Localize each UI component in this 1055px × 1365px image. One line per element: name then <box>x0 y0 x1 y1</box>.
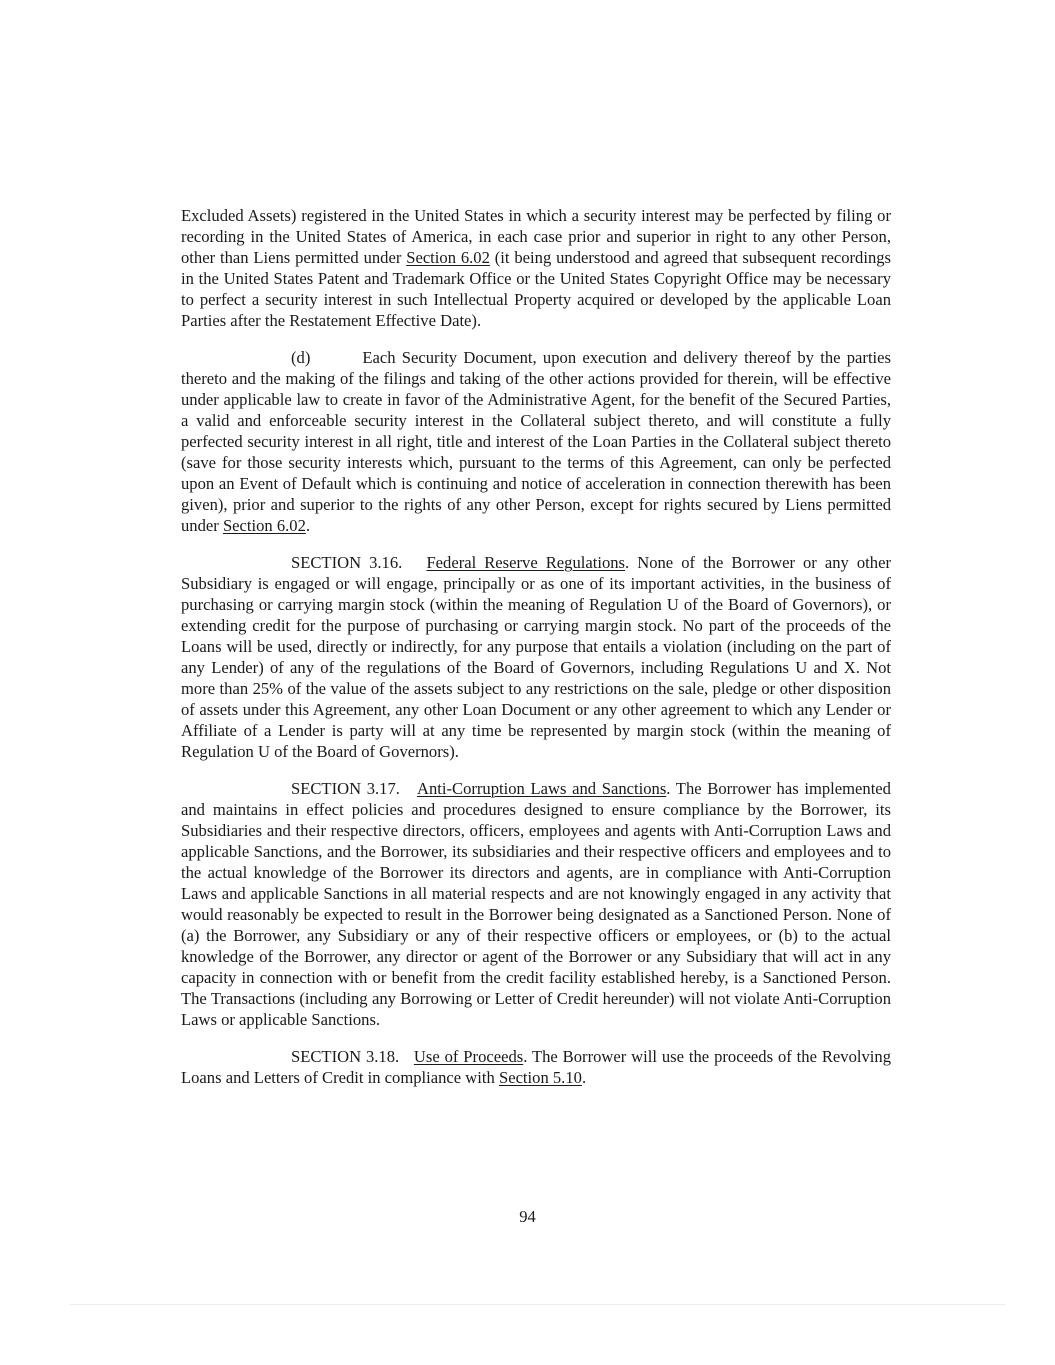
section-3-17-anti-corruption <box>181 778 891 1030</box>
paragraph-text: Excluded Assets) registered in the United States in which a security interest may be perfected by filing or recording in the United States of America, in each case prior and superior in right to any other Person, other than Liens permitted under <box>181 206 891 267</box>
paragraph-collateral-perfection <box>181 205 891 331</box>
section-3-18-use-of-proceeds <box>181 1046 891 1088</box>
section-number: SECTION 3.17. <box>291 779 400 798</box>
section-number: SECTION 3.18. <box>291 1047 400 1066</box>
page-number: 94 <box>519 1207 536 1226</box>
paragraph-text: . <box>581 1068 587 1087</box>
paragraph-text: . <box>305 516 311 535</box>
paragraph-text: . The Borrower will use the proceeds of the Revolving Loans and Letters of Credit in compliance with <box>181 1047 891 1087</box>
paragraph-text: (it being understood and agreed that subsequent recordings in the United States Patent and Trademark Office or the United States Copyright Office may be necessary to perfect a security interest in such Intellectual Property acquired or developed by the applicable Loan Parties after the Restatement Effective Date). <box>181 248 891 330</box>
paragraph-text: Each Security Document, upon execution and delivery thereof by the parties thereto and the making of the filings and taking of the other actions provided for therein, will be effective under applicable law to create in favor of the Administrative Agent, for the benefit of the Secured Parties, a valid and enforceable security interest in the Collateral subject thereto, and will constitute a fully perfected security interest in all right, title and interest of the Loan Parties in the Collateral subject thereto (save for those security interests which, pursuant to the terms of this Agreement, can only be perfected upon an Event of Default which is continuing and notice of acceleration in connection therewith has been given), prior and superior to the rights of any other Person, except for rights secured by Liens permitted under <box>181 348 891 535</box>
section-number: SECTION 3.16. <box>291 553 403 572</box>
section-reference-link: Section 5.10 <box>498 1068 582 1087</box>
section-reference-link: Section 6.02 <box>406 248 490 267</box>
paragraph-text: . None of the Borrower or any other Subsidiary is engaged or will engage, principally or as one of its important activities, in the business of purchasing or carrying margin stock (within the meaning of Regulation U of the Board of Governors), or extending credit for the purpose of purchasing or carrying margin stock. No part of the proceeds of the Loans will be used, directly or indirectly, for any purpose that entails a violation (including on the part of any Lender) of any of the regulations of the Board of Governors, including Regulations U and X. Not more than 25% of the value of the assets subject to any restrictions on the sale, pledge or other disposition of assets under this Agreement, any other Loan Document or any other agreement to which any Lender or Affiliate of a Lender is party will at any time be represented by margin stock (within the meaning of Regulation U of the Board of Governors). <box>181 553 891 761</box>
paragraph-security-document <box>181 347 891 536</box>
paragraph-text: . The Borrower has implemented and maintains in effect policies and procedures designed to ensure compliance by the Borrower, its Subsidiaries and their respective directors, officers, employees and agents with Anti-Corruption Laws and applicable Sanctions, and the Borrower, its subsidiaries and their respective officers and employees and to the actual knowledge of the Borrower its directors and agents, are in compliance with Anti-Corruption Laws and applicable Sanctions in all material respects and are not knowingly engaged in any activity that would reasonably be expected to result in the Borrower being designated as a Sanctioned Person. None of (a) the Borrower, any Subsidiary or any of their respective officers or employees, or (b) to the actual knowledge of the Borrower, any director or agent of the Borrower or any Subsidiary that will act in any capacity in connection with or benefit from the credit facility established hereby, is a Sanctioned Person. The Transactions (including any Borrowing or Letter of Credit hereunder) will not violate Anti-Corruption Laws or applicable Sanctions. <box>181 779 891 1029</box>
page-bottom-divider <box>70 1304 1005 1305</box>
section-3-16-federal-reserve <box>181 552 891 762</box>
section-reference-link: Section 6.02 <box>222 516 306 535</box>
section-heading: Anti-Corruption Laws and Sanctions <box>416 779 667 798</box>
document-body <box>181 205 891 1104</box>
section-heading: Use of Proceeds <box>413 1047 524 1066</box>
clause-label: (d) <box>291 348 311 367</box>
section-heading: Federal Reserve Regulations <box>426 553 626 572</box>
